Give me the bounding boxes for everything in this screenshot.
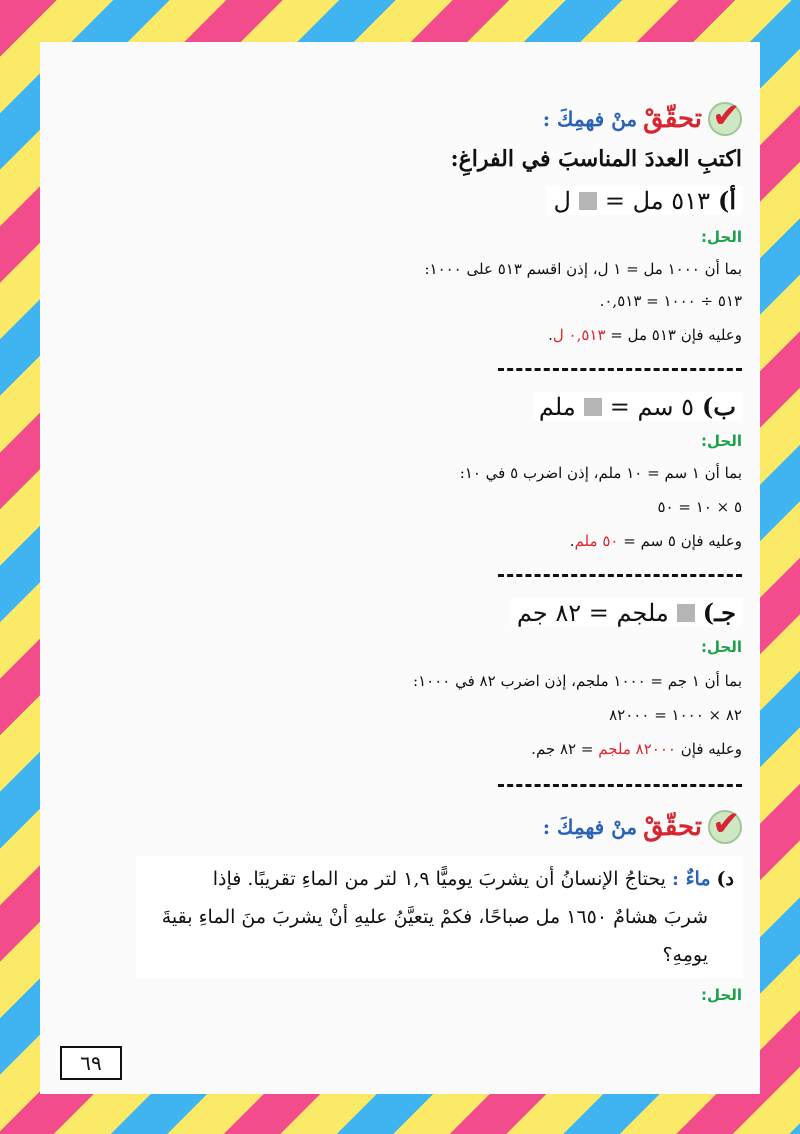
question-b-label: ب) bbox=[702, 392, 736, 421]
question-b bbox=[533, 392, 742, 421]
divider-dashes-1 bbox=[498, 368, 742, 371]
solution-a-line2: ٥١٣ ÷ ١٠٠٠ = ٠,٥١٣. bbox=[599, 292, 742, 310]
question-a-label: أ) bbox=[717, 186, 736, 215]
checkmark-icon bbox=[708, 810, 742, 844]
check-heading-2-word1: تحقّقْ bbox=[643, 812, 702, 842]
solution-b-line3-prefix: وعليه فإن ٥ سم = bbox=[623, 532, 742, 550]
word-problem-line1 bbox=[144, 860, 734, 898]
solution-c-line3-suffix: = ٨٢ جم. bbox=[531, 740, 594, 758]
solution-a-line3-suffix: . bbox=[548, 326, 553, 344]
check-heading-2-word2: منْ فهمِكَ : bbox=[542, 815, 638, 839]
solution-b-line3-suffix: . bbox=[569, 532, 575, 550]
solution-a-line3 bbox=[548, 326, 742, 344]
solution-b-line2: ٥ × ١٠ = ٥٠ bbox=[657, 498, 742, 516]
check-heading-word1: تحقّقْ bbox=[643, 104, 702, 134]
checkmark-icon bbox=[708, 102, 742, 136]
word-problem-title: ماءٌ : bbox=[671, 868, 711, 890]
question-a-after: ل bbox=[553, 186, 571, 215]
question-c bbox=[511, 598, 742, 627]
check-understanding-heading bbox=[543, 102, 742, 136]
solution-a-answer: ٠,٥١٣ ل bbox=[552, 326, 606, 344]
solution-c-line1: بما أن ١ جم = ١٠٠٠ ملجم، إذن اضرب ٨٢ في ١٠٠٠: bbox=[413, 672, 742, 690]
word-problem bbox=[136, 856, 742, 978]
worksheet-page bbox=[40, 42, 760, 1094]
word-problem-label: د) bbox=[716, 868, 734, 890]
solution-b-line1: بما أن ١ سم = ١٠ ملم، إذن اضرب ٥ في ١٠: bbox=[459, 464, 742, 482]
question-c-after: ملجم = ٨٢ جم bbox=[516, 598, 669, 627]
divider-dashes-2 bbox=[498, 574, 742, 577]
solution-c-answer: ٨٢٠٠٠ ملجم bbox=[598, 740, 676, 758]
question-a-before: ٥١٣ مل = bbox=[604, 186, 710, 215]
blank-square-icon bbox=[579, 192, 597, 210]
solution-b-answer: ٥٠ ملم bbox=[574, 532, 619, 550]
solution-c-label: الحل: bbox=[701, 638, 742, 656]
blank-square-icon bbox=[584, 398, 602, 416]
divider-dashes-3 bbox=[498, 784, 742, 787]
solution-c-line3 bbox=[531, 740, 742, 758]
word-problem-text1: يحتاجُ الإنسانُ أن يشربَ يوميًّا ١,٩ لتر من الماءِ تقريبًا. فإذا bbox=[212, 868, 666, 890]
solution-c-line3-prefix: وعليه فإن bbox=[680, 740, 742, 758]
question-b-before: ٥ سم = bbox=[609, 392, 695, 421]
question-a bbox=[547, 186, 742, 215]
question-b-after: ملم bbox=[538, 392, 576, 421]
blank-square-icon bbox=[677, 604, 695, 622]
solution-b-label: الحل: bbox=[701, 432, 742, 450]
solution-b-line3 bbox=[570, 532, 742, 550]
solution-c-line2: ٨٢ × ١٠٠٠ = ٨٢٠٠٠ bbox=[609, 706, 742, 724]
solution-a-line1: بما أن ١٠٠٠ مل = ١ ل، إذن اقسم ٥١٣ على ١٠٠٠: bbox=[424, 260, 742, 278]
solution-d-label: الحل: bbox=[701, 986, 742, 1004]
solution-a-label: الحل: bbox=[701, 228, 742, 246]
word-problem-line3: يومِهِ؟ bbox=[662, 944, 708, 966]
solution-a-line3-prefix: وعليه فإن ٥١٣ مل = bbox=[610, 326, 742, 344]
instruction: اكتبِ العددَ المناسبَ في الفراغِ: bbox=[450, 146, 742, 172]
check-understanding-heading-2 bbox=[543, 810, 742, 844]
word-problem-line2: شربَ هشامٌ ١٦٥٠ مل صباحًا، فكمْ يتعيَّنُ عليهِ أنْ يشربَ منَ الماءِ بقيةَ bbox=[161, 906, 708, 928]
check-heading-word2: منْ فهمِكَ : bbox=[542, 107, 638, 131]
question-c-label: جـ) bbox=[702, 598, 736, 627]
page-number: ٦٩ bbox=[60, 1046, 122, 1080]
